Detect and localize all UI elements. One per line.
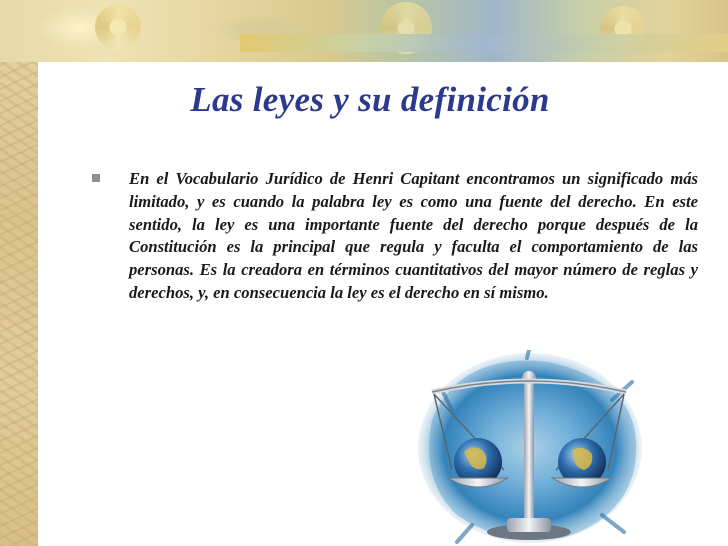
decorative-banner-strip (240, 34, 728, 52)
slide-title: Las leyes y su definición (190, 80, 550, 119)
bullet-text: En el Vocabulario Jurídico de Henri Capitant encontramos un significado más limitado, y es cuando la palabra ley es como una fuente del derecho. En este sentido, la ley es una importante fuente del derecho porque después de la Constitución es la principal que regula y faculta el comportamiento de las personas. Es la creadora en términos cuantitativos del mayor número de reglas y derechos, y, en consecuencia la ley es el derecho en sí mismo. (129, 169, 698, 302)
decorative-top-banner (0, 0, 728, 62)
decorative-left-strip (0, 0, 38, 546)
flower-decoration (95, 4, 141, 50)
square-bullet-icon (92, 174, 100, 182)
scales-of-justice-icon (412, 350, 648, 546)
